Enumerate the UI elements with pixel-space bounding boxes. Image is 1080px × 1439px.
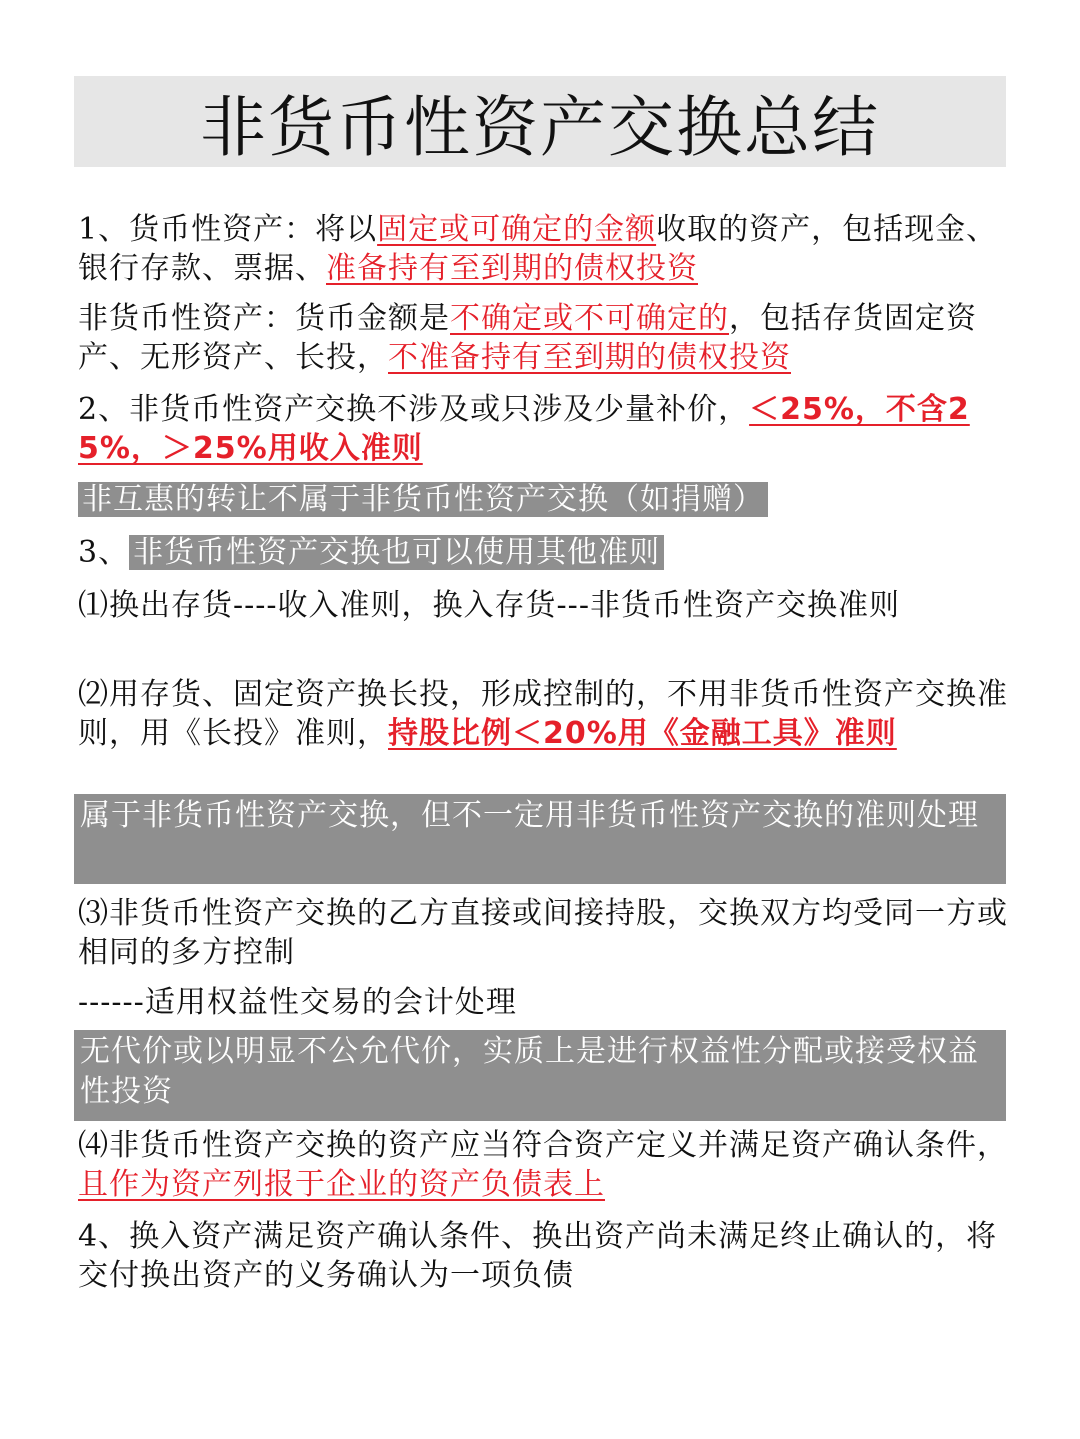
- title-bar: [74, 76, 1006, 167]
- text: ⑴换出存货----收入准则，换入存货---非货币性资产交换准则: [78, 588, 900, 623]
- item-2-long-term-equity: [78, 675, 1008, 753]
- section-1-monetary-assets: [78, 210, 1008, 288]
- red-highlight: 准备持有至到期的债权投资: [326, 251, 698, 286]
- red-highlight: 固定或可确定的金额: [377, 212, 657, 247]
- text: ⑶非货币性资产交换的乙方直接或间接持股，交换双方均受同一方或相同的多方控制: [78, 896, 1008, 970]
- note-no-consideration: [74, 1030, 1006, 1121]
- section-3-other-standards: [78, 533, 1008, 572]
- text: 属于非货币性资产交换，但不一定用非货币性资产交换的准则处理: [80, 798, 979, 833]
- item-4-asset-definition: [78, 1126, 1008, 1204]
- red-highlight: 不确定或不可确定的: [450, 301, 729, 336]
- note-not-necessarily: [74, 794, 1006, 884]
- text: 非货币性资产：货币金额是: [78, 301, 450, 336]
- red-highlight: 不准备持有至到期的债权投资: [388, 340, 791, 375]
- text: ，包括存货固定资产、无形资产、长投，: [78, 301, 977, 375]
- text: 收取的资产，包括现金、银行存款、票据、: [78, 212, 998, 286]
- text: ⑷非货币性资产交换的资产应当符合资产定义并满足资产确认条件，: [78, 1128, 1008, 1163]
- page-title: 非货币性资产交换总结: [200, 89, 880, 166]
- red-highlight: 且作为资产列报于企业的资产负债表上: [78, 1167, 605, 1202]
- item-3-equity-transaction: [78, 983, 1008, 1022]
- text: 无代价或以明显不公允代价，实质上是进行权益性分配或接受权益性投资: [80, 1034, 979, 1109]
- note-non-reciprocal: [78, 480, 768, 519]
- section-4-liability: [78, 1217, 1008, 1295]
- text: 1、货币性资产：将以: [78, 212, 378, 247]
- text: ⑵用存货、固定资产换长投，形成控制的，不用非货币性资产交换准则，用《长投》准则，: [78, 677, 1008, 751]
- section-2-boot-ratio: [78, 390, 1008, 468]
- text: ------适用权益性交易的会计处理: [78, 985, 517, 1020]
- red-highlight: ＜25%，不含25%，＞25%用收入准则: [78, 392, 970, 466]
- text: 3、: [78, 535, 130, 570]
- text: 4、换入资产满足资产确认条件、换出资产尚未满足终止确认的，将交付换出资产的义务确认为一项负债: [78, 1219, 998, 1293]
- item-1-inventory: [78, 586, 1008, 625]
- text: 2、非货币性资产交换不涉及或只涉及少量补价，: [78, 392, 750, 427]
- grey-highlight: 非互惠的转让不属于非货币性资产交换（如捐赠）: [78, 482, 768, 517]
- grey-highlight: 非货币性资产交换也可以使用其他准则: [129, 535, 664, 570]
- item-3-common-control: [78, 894, 1008, 972]
- section-1-nonmonetary-assets: [78, 299, 1008, 377]
- red-highlight: 持股比例＜20%用《金融工具》准则: [388, 716, 897, 751]
